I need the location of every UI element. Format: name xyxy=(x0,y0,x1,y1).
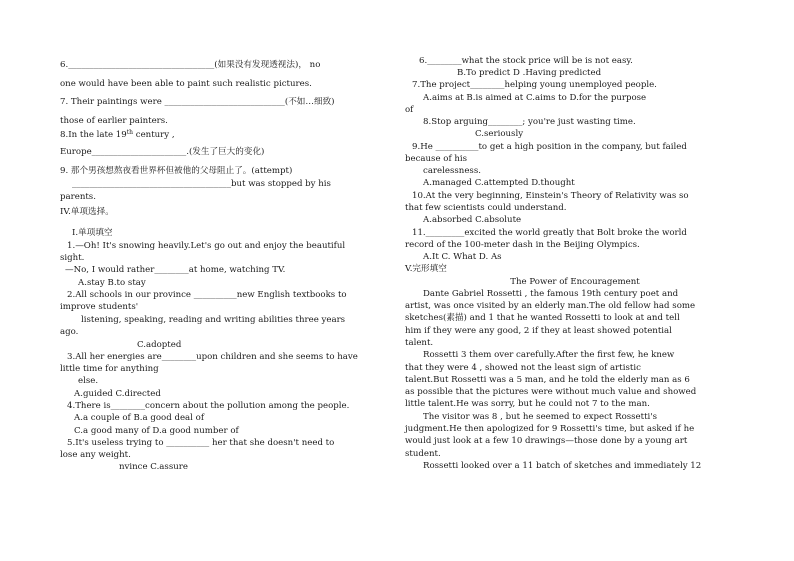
text-line xyxy=(67,401,349,412)
text-line xyxy=(423,166,481,177)
line-text: else. xyxy=(78,376,99,386)
text-line xyxy=(60,116,168,127)
text-line xyxy=(60,302,138,313)
text-line xyxy=(78,278,146,289)
line-text: talent.But Rossetti was a 5 man, and he told the elderly man as 6 xyxy=(405,375,690,385)
line-text: 8.Stop arguing________; you're just wasting time. xyxy=(423,117,636,127)
text-line xyxy=(423,215,521,226)
line-text: A.managed C.attempted D.thought xyxy=(423,178,575,188)
text-line xyxy=(74,426,239,437)
line-text: 5.It's useless trying to __________ her that she doesn't need to xyxy=(67,438,335,448)
text-line xyxy=(423,178,575,189)
line-text: 11._________excited the world greatly that Bolt broke the world xyxy=(412,228,687,238)
text-line xyxy=(405,436,687,447)
text-line xyxy=(60,253,84,264)
text-line xyxy=(119,462,188,473)
text-line xyxy=(405,264,447,275)
text-line xyxy=(423,350,674,361)
line-text: C.a good many of D.a good number of xyxy=(74,426,239,436)
line-text: 3.All her energies are________upon children and she seems to have xyxy=(67,352,358,362)
line-text: 7. Their paintings were ____________________________(不如…细致) xyxy=(60,97,335,107)
line-text: Rossetti looked over a 11 batch of sketches and immediately 12 xyxy=(423,461,702,471)
line-text: A.a couple of B.a good deal of xyxy=(74,413,204,423)
text-line xyxy=(60,327,78,338)
line-text: A.absorbed C.absolute xyxy=(423,215,522,225)
text-line xyxy=(137,340,181,351)
text-line xyxy=(60,97,335,108)
text-line xyxy=(405,105,413,116)
text-line xyxy=(405,399,650,410)
text-line xyxy=(72,228,113,239)
text-line xyxy=(412,142,687,153)
text-line xyxy=(67,290,347,301)
line-text: 2.All schools in our province __________new English textbooks to xyxy=(67,290,347,300)
text-line xyxy=(405,203,566,214)
text-line xyxy=(60,130,175,141)
text-line xyxy=(65,265,285,276)
line-text: carelessness. xyxy=(423,166,481,176)
line-text: The visitor was 8 , but he seemed to expect Rossetti's xyxy=(423,412,658,422)
line-text: IV.单项选择。 xyxy=(60,207,114,217)
text-line xyxy=(405,387,696,398)
line-text: The Power of Encouragement xyxy=(510,277,640,287)
line-text: Europe______________________.(发生了巨大的变化) xyxy=(60,147,265,157)
text-line xyxy=(412,80,657,91)
text-line xyxy=(60,60,320,71)
line-text: 6.________what the stock price will be is not easy. xyxy=(419,56,633,66)
text-line xyxy=(60,166,292,177)
text-line xyxy=(405,424,694,435)
text-line xyxy=(72,179,331,190)
text-line xyxy=(405,277,745,288)
line-tail: century , xyxy=(133,130,175,140)
line-text: student. xyxy=(405,449,441,459)
text-line xyxy=(81,315,345,326)
line-text: listening, speaking, reading and writing abilities three years xyxy=(81,315,346,325)
text-line xyxy=(405,154,467,165)
text-line xyxy=(423,252,502,263)
line-text: him if they were any good, 2 if they at least showed potential xyxy=(405,326,672,336)
text-line xyxy=(405,301,695,312)
line-text: improve students' xyxy=(60,302,139,312)
line-text: as possible that the pictures were without much value and showed xyxy=(405,387,697,397)
line-text: A.stay B.to stay xyxy=(78,278,146,288)
line-text: lose any weight. xyxy=(60,450,131,460)
line-text: V.完形填空 xyxy=(405,264,447,274)
line-text: 9.He __________to get a high position in the company, but failed xyxy=(412,142,687,152)
text-line xyxy=(405,338,433,349)
line-text: sight. xyxy=(60,253,85,263)
line-text: A.guided C.directed xyxy=(74,389,161,399)
text-line xyxy=(60,364,159,375)
line-text: —No, I would rather________at home, watching TV. xyxy=(65,265,286,275)
line-text: little time for anything xyxy=(60,364,159,374)
text-line xyxy=(60,192,96,203)
line-text: 9. 那个男孩想熬夜看世界杯但被他的父母阻止了。(attempt) xyxy=(60,166,293,176)
line-text: would just look at a few 10 drawings—those done by a young art xyxy=(405,436,688,446)
text-line xyxy=(60,207,114,218)
line-text: little talent.He was sorry, but he could not 7 to the man. xyxy=(405,399,650,409)
text-line xyxy=(405,240,640,251)
text-line xyxy=(60,79,312,90)
line-text: of xyxy=(405,105,414,115)
line-text: because of his xyxy=(405,154,468,164)
line-text: record of the 100-meter dash in the Beijing Olympics. xyxy=(405,240,640,250)
line-text: those of earlier painters. xyxy=(60,116,168,126)
line-text: talent. xyxy=(405,338,434,348)
line-text: B.To predict D .Having predicted xyxy=(457,68,602,78)
text-line xyxy=(78,376,98,387)
text-line xyxy=(405,326,672,337)
text-line xyxy=(423,289,678,300)
line-text: that few scientists could understand. xyxy=(405,203,567,213)
text-line xyxy=(419,56,633,67)
text-line xyxy=(67,438,334,449)
text-line xyxy=(457,68,601,79)
line-text: 10.At the very beginning, Einstein's Theory of Relativity was so xyxy=(412,191,689,201)
line-text: 8.In the late 19 xyxy=(60,130,127,140)
text-line xyxy=(405,449,441,460)
text-line xyxy=(423,461,701,472)
line-text: nvince C.assure xyxy=(119,462,188,472)
line-text: judgment.He then apologized for 9 Rossetti's time, but asked if he xyxy=(405,424,695,434)
line-text: Dante Gabriel Rossetti , the famous 19th century poet and xyxy=(423,289,679,299)
text-line xyxy=(475,129,523,140)
text-line xyxy=(60,147,264,158)
line-text: one would have been able to paint such realistic pictures. xyxy=(60,79,312,89)
text-line xyxy=(74,389,161,400)
line-text: A.aims at B.is aimed at C.aims to D.for the purpose xyxy=(423,93,647,103)
line-text: A.It C. What D. As xyxy=(423,252,502,262)
text-line xyxy=(423,117,636,128)
line-text: parents. xyxy=(60,192,96,202)
line-text: 1.—Oh! It's snowing heavily.Let's go out and enjoy the beautiful xyxy=(67,241,346,251)
text-line xyxy=(405,375,690,386)
line-text: 6.__________________________________(如果没有发现透视法)， no xyxy=(60,60,321,70)
line-text: Ⅰ.单项填空 xyxy=(72,228,113,238)
line-text: 4.There is________concern about the pollution among the people. xyxy=(67,401,350,411)
superscript: th xyxy=(126,129,134,136)
text-line xyxy=(60,450,131,461)
text-line xyxy=(74,413,204,424)
line-text: C.seriously xyxy=(475,129,524,139)
text-line xyxy=(67,352,358,363)
line-text: sketches(素描) and 1 that he wanted Rossetti to look at and tell xyxy=(405,313,680,323)
line-text: Rossetti 3 them over carefully.After the first few, he knew xyxy=(423,350,675,360)
text-line xyxy=(405,313,680,324)
text-line xyxy=(412,191,689,202)
line-text: artist, was once visited by an elderly man.The old fellow had some xyxy=(405,301,696,311)
text-line xyxy=(412,228,687,239)
line-text: 7.The project________helping young unemployed people. xyxy=(412,80,657,90)
line-text: C.adopted xyxy=(137,340,182,350)
text-line xyxy=(423,412,657,423)
line-text: that they were 4 , showed not the least sign of artistic xyxy=(405,363,641,373)
text-line xyxy=(405,363,641,374)
line-text: _____________________________________but was stopped by his xyxy=(72,179,331,189)
line-text: ago. xyxy=(60,327,79,337)
text-line xyxy=(423,93,646,104)
text-line xyxy=(67,241,345,252)
